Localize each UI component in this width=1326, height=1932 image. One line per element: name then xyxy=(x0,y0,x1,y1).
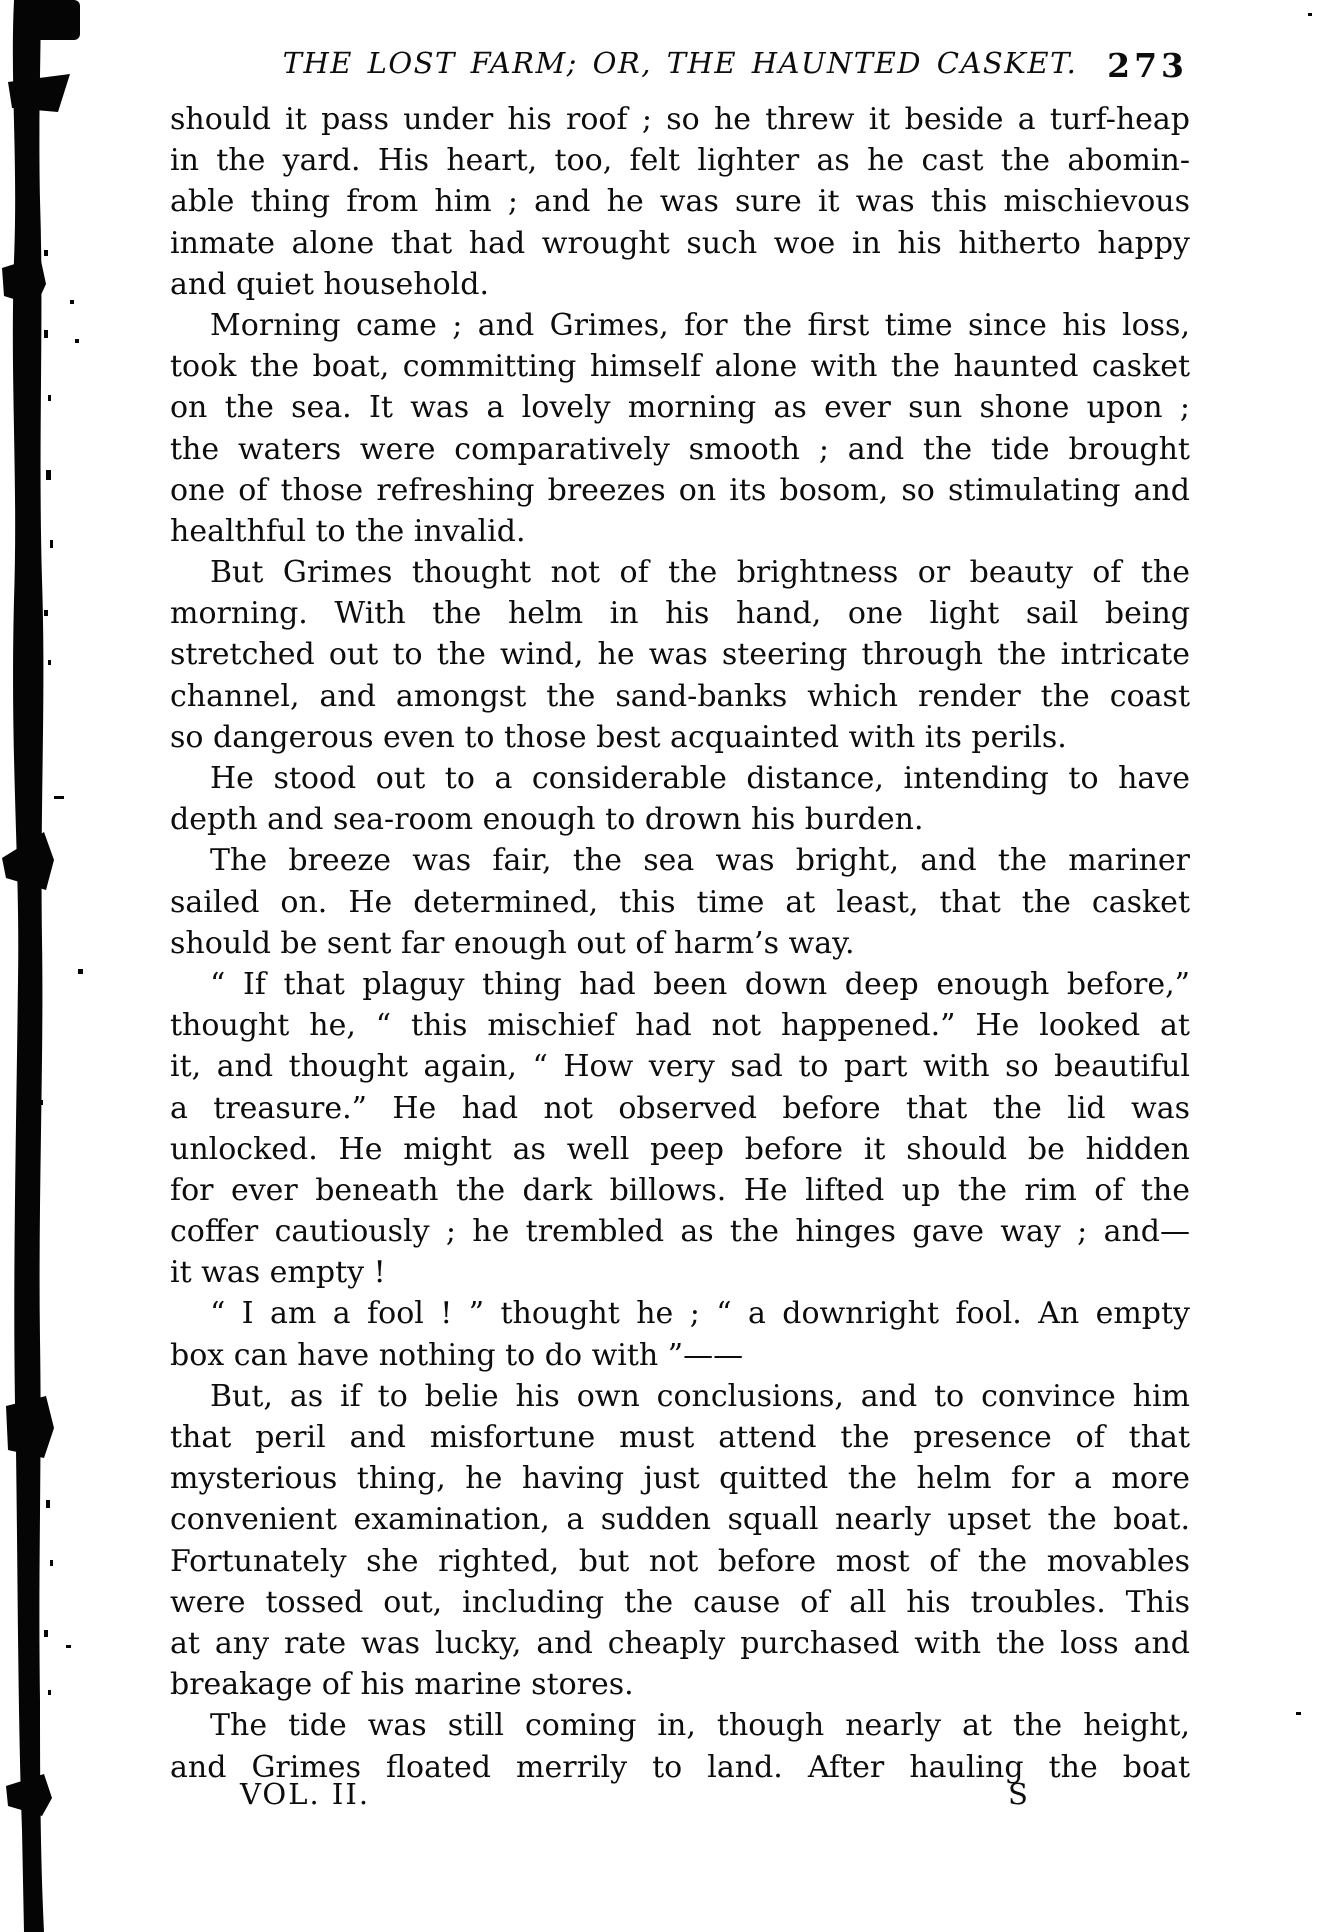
text-line: He stood out to a considerable distance, intending to have xyxy=(210,761,1190,796)
text-line: and Grimes floated merrily to land. After hauling the boat xyxy=(170,1749,1190,1785)
text-line: healthful to the invalid. xyxy=(170,513,526,549)
text-line: “ I am a fool ! ” thought he ; “ a downright fool. An empty xyxy=(210,1296,1190,1332)
text-line: sailed on. He determined, this time at least, that the casket xyxy=(170,884,1190,920)
text-line: unlocked. He might as well peep before it should be hidden xyxy=(170,1131,1190,1167)
paragraph xyxy=(170,305,1190,552)
printer-signature-mark: S xyxy=(1008,1777,1028,1811)
text-line: Fortunately she righted, but not before most of the movables xyxy=(170,1543,1190,1579)
text-line: But, as if to belie his own conclusions, and to convince him xyxy=(210,1378,1190,1414)
text-line: channel, and amongst the sand-banks which render the coast xyxy=(170,678,1190,714)
paragraph xyxy=(170,964,1190,1294)
text-line: on the sea. It was a lovely morning as ever sun shone upon ; xyxy=(170,390,1190,426)
text-line: were tossed out, including the cause of all his troubles. This xyxy=(170,1584,1190,1620)
page-content xyxy=(170,0,1190,1932)
text-line: morning. With the helm in his hand, one light sail being xyxy=(170,596,1190,632)
text-line: “ If that plaguy thing had been down deep enough before,” xyxy=(210,966,1190,1002)
text-line: a treasure.” He had not observed before that the lid was xyxy=(170,1090,1190,1126)
text-line: thought he, “ this mischief had not happened.” He looked at xyxy=(170,1008,1190,1044)
text-block xyxy=(170,99,1190,1788)
text-line: depth and sea-room enough to drown his burden. xyxy=(170,802,924,838)
text-line: convenient examination, a sudden squall nearly upset the boat. xyxy=(170,1502,1190,1538)
paragraph xyxy=(170,552,1190,758)
page-footer xyxy=(170,1777,1190,1811)
text-line: it, and thought again, “ How very sad to part with so beautiful xyxy=(170,1049,1190,1085)
text-line: the waters were comparatively smooth ; and the tide brought xyxy=(170,431,1190,467)
text-line: one of those refreshing breezes on its bosom, so stimulating and xyxy=(170,472,1190,508)
text-line: able thing from him ; and he was sure it was this mischievous xyxy=(170,184,1190,220)
text-line: it was empty ! xyxy=(170,1255,386,1291)
page-header xyxy=(170,46,1190,85)
paragraph xyxy=(170,1376,1190,1706)
text-line: Morning came ; and Grimes, for the first time since his loss, xyxy=(210,307,1190,343)
text-line: in the yard. His heart, too, felt lighter as he cast the abomin- xyxy=(170,143,1190,179)
text-line: mysterious thing, he having just quitted the helm for a more xyxy=(170,1461,1190,1497)
text-line: so dangerous even to those best acquainted with its perils. xyxy=(170,719,1067,755)
text-line: The breeze was fair, the sea was bright, and the mariner xyxy=(210,843,1190,879)
paragraph xyxy=(170,840,1190,964)
text-line: box can have nothing to do with ”—— xyxy=(170,1337,744,1373)
text-line: breakage of his marine stores. xyxy=(170,1667,634,1703)
volume-label: VOL. II. xyxy=(240,1777,371,1811)
paragraph xyxy=(170,1293,1190,1375)
text-line: that peril and misfortune must attend the presence of that xyxy=(170,1420,1190,1455)
text-line: stretched out to the wind, he was steering through the intricate xyxy=(170,637,1190,673)
text-line: should it pass under his roof ; so he threw it beside a turf-heap xyxy=(170,102,1190,137)
text-line: inmate alone that had wrought such woe in his hitherto happy xyxy=(170,225,1190,261)
paragraph xyxy=(170,1705,1190,1787)
text-line: for ever beneath the dark billows. He lifted up the rim of the xyxy=(170,1172,1190,1208)
running-title: THE LOST FARM; OR, THE HAUNTED CASKET. xyxy=(282,46,1078,80)
paragraph xyxy=(170,99,1190,305)
page-number: 273 xyxy=(1107,46,1188,85)
text-line: should be sent far enough out of harm’s way. xyxy=(170,925,855,961)
text-line: took the boat, committing himself alone with the haunted casket xyxy=(170,349,1190,385)
text-line: The tide was still coming in, though nearly at the height, xyxy=(210,1708,1190,1744)
text-line: coffer cautiously ; he trembled as the hinges gave way ; and— xyxy=(170,1214,1190,1250)
paragraph xyxy=(170,758,1190,840)
text-line: at any rate was lucky, and cheaply purchased with the loss and xyxy=(170,1625,1190,1661)
text-line: But Grimes thought not of the brightness or beauty of the xyxy=(210,555,1190,591)
text-line: and quiet household. xyxy=(170,266,489,302)
